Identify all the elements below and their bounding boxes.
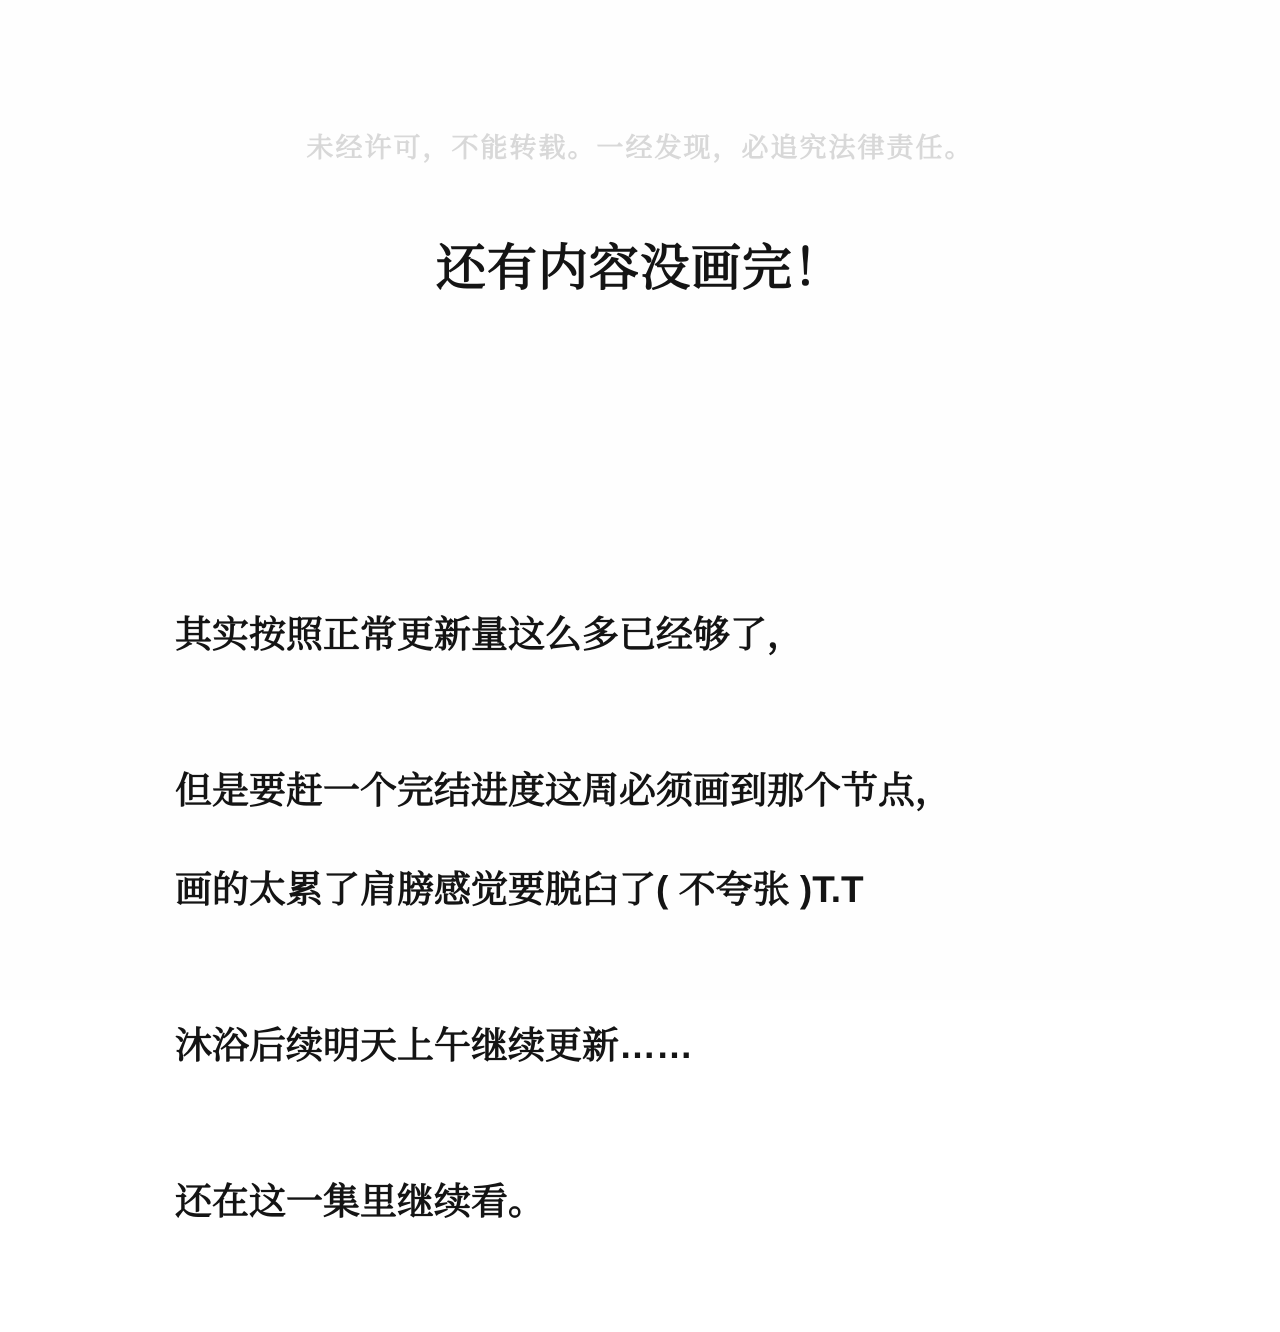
note-line: 其实按照正常更新量这么多已经够了， xyxy=(175,614,804,655)
note-line: 还在这一集里继续看。 xyxy=(175,1181,545,1222)
page-title: 还有内容没画完！ xyxy=(436,240,844,296)
copyright-watermark: 未经许可，不能转载。一经发现，必追究法律责任。 xyxy=(306,133,974,163)
note-line: 画的太累了肩膀感觉要脱臼了( 不夸张 )T.T xyxy=(175,869,864,910)
note-line: 沐浴后续明天上午继续更新…… xyxy=(175,1025,693,1066)
note-paragraph-2 xyxy=(175,760,864,1332)
note-line: 但是要赶一个完结进度这周必须画到那个节点， xyxy=(175,770,952,811)
